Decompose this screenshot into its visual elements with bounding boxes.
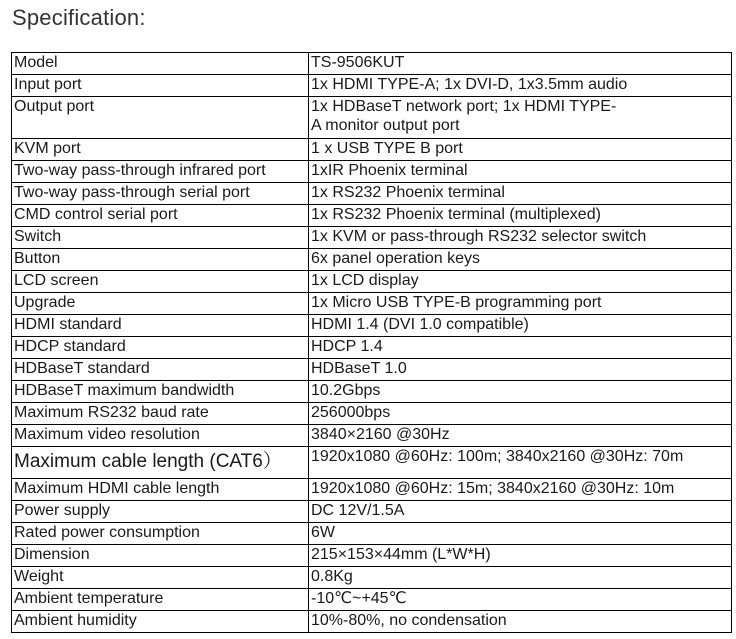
table-row — [12, 227, 732, 249]
row-label: HDBaseT maximum bandwidth — [12, 381, 309, 403]
row-label: Maximum RS232 baud rate — [12, 403, 309, 425]
table-row — [12, 53, 732, 75]
row-value: 10%-80%, no condensation — [309, 611, 732, 633]
row-value: 1x Micro USB TYPE-B programming port — [309, 293, 732, 315]
table-row — [12, 337, 732, 359]
row-value: TS-9506KUT — [309, 53, 732, 75]
row-value: 6W — [309, 523, 732, 545]
row-value: 1x LCD display — [309, 271, 732, 293]
row-label: Ambient humidity — [12, 611, 309, 633]
row-label: Button — [12, 249, 309, 271]
row-value: 1920x1080 @60Hz: 15m; 3840x2160 @30Hz: 10m — [309, 479, 732, 501]
table-row — [12, 293, 732, 315]
row-label: Switch — [12, 227, 309, 249]
row-label: Two-way pass-through serial port — [12, 183, 309, 205]
row-value: HDMI 1.4 (DVI 1.0 compatible) — [309, 315, 732, 337]
row-value: 1 x USB TYPE B port — [309, 139, 732, 161]
row-label: Weight — [12, 567, 309, 589]
table-row — [12, 425, 732, 447]
row-label: Maximum HDMI cable length — [12, 479, 309, 501]
row-label: Output port — [12, 97, 309, 139]
table-row — [12, 545, 732, 567]
row-label: HDMI standard — [12, 315, 309, 337]
table-row — [12, 381, 732, 403]
row-label: Power supply — [12, 501, 309, 523]
table-row — [12, 315, 732, 337]
row-label: LCD screen — [12, 271, 309, 293]
row-value: 215×153×44mm (L*W*H) — [309, 545, 732, 567]
row-label: CMD control serial port — [12, 205, 309, 227]
table-row — [12, 161, 732, 183]
table-row — [12, 611, 732, 633]
table-row — [12, 205, 732, 227]
spec-table — [11, 52, 732, 633]
row-value-line: 1x HDBaseT network port; 1x HDMI TYPE- — [311, 98, 617, 115]
row-value: 1920x1080 @60Hz: 100m; 3840x2160 @30Hz: 70m — [309, 447, 732, 479]
row-label: Rated power consumption — [12, 523, 309, 545]
table-row — [12, 479, 732, 501]
row-value: 10.2Gbps — [309, 381, 732, 403]
row-label: KVM port — [12, 139, 309, 161]
table-row — [12, 359, 732, 381]
table-row — [12, 567, 732, 589]
table-row — [12, 447, 732, 479]
row-value: 0.8Kg — [309, 567, 732, 589]
row-value: 6x panel operation keys — [309, 249, 732, 271]
row-value: HDCP 1.4 — [309, 337, 732, 359]
row-value: HDBaseT 1.0 — [309, 359, 732, 381]
row-label: Maximum video resolution — [12, 425, 309, 447]
row-label: Dimension — [12, 545, 309, 567]
row-value: 1x HDMI TYPE-A; 1x DVI-D, 1x3.5mm audio — [309, 75, 732, 97]
table-row — [12, 403, 732, 425]
row-value: 1x KVM or pass-through RS232 selector switch — [309, 227, 732, 249]
row-label: Maximum cable length (CAT6） — [12, 447, 309, 479]
row-value: -10℃~+45℃ — [309, 589, 732, 611]
row-value: 1x RS232 Phoenix terminal — [309, 183, 732, 205]
table-row — [12, 139, 732, 161]
table-row — [12, 271, 732, 293]
row-label: HDCP standard — [12, 337, 309, 359]
row-value: 3840×2160 @30Hz — [309, 425, 732, 447]
row-label: Two-way pass-through infrared port — [12, 161, 309, 183]
row-value: DC 12V/1.5A — [309, 501, 732, 523]
table-row — [12, 75, 732, 97]
row-value: 1xIR Phoenix terminal — [309, 161, 732, 183]
row-value-line: A monitor output port — [311, 117, 460, 134]
row-label: Input port — [12, 75, 309, 97]
row-label: Upgrade — [12, 293, 309, 315]
row-label: Ambient temperature — [12, 589, 309, 611]
table-row — [12, 183, 732, 205]
table-row — [12, 523, 732, 545]
row-label: Model — [12, 53, 309, 75]
row-value: 1x RS232 Phoenix terminal (multiplexed) — [309, 205, 732, 227]
table-row — [12, 249, 732, 271]
table-row — [12, 501, 732, 523]
table-row — [12, 97, 732, 139]
page-title: Specification: — [12, 5, 146, 30]
row-value: 256000bps — [309, 403, 732, 425]
row-value — [309, 97, 732, 139]
row-label: HDBaseT standard — [12, 359, 309, 381]
table-row — [12, 589, 732, 611]
